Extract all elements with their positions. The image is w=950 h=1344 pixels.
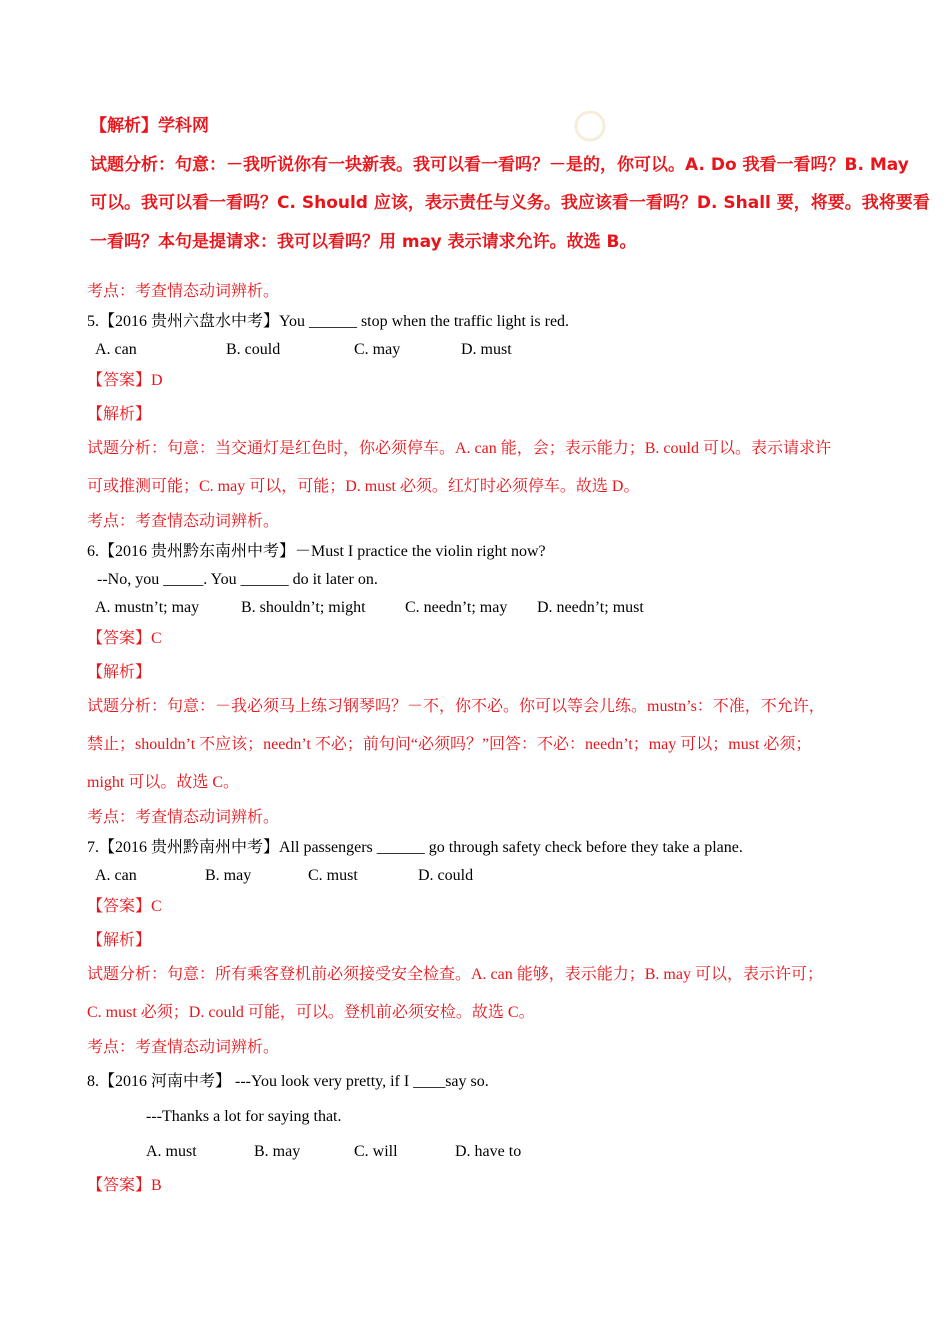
q6-analysis-line1: 试题分析：句意：－我必须马上练习钢琴吗？－不，你不必。你可以等会儿练。mustn’s：不准，不允许，	[87, 698, 825, 715]
q6-answer: 【答案】C	[87, 630, 162, 647]
q5-option-d: D. must	[461, 341, 512, 358]
q7-option-b: B. may	[205, 867, 252, 884]
q8-option-a: A. must	[146, 1143, 197, 1160]
q4-analysis-line1: 试题分析：句意：－我听说你有一块新表。我可以看一看吗？－是的，你可以。A. Do 我看一看吗？B. May	[90, 155, 909, 175]
q7-option-a: A. can	[95, 867, 137, 884]
q6-option-d: D. needn’t; must	[537, 599, 644, 616]
q8-stem2: ---Thanks a lot for saying that.	[146, 1108, 342, 1125]
q7-answer: 【答案】C	[87, 898, 162, 915]
q6-analysis-line2: 禁止；shouldn’t 不应该；needn’t 不必；前句问“必须吗？”回答：不必：needn’t；may 可以；must 必须；	[87, 736, 812, 753]
q5-option-c: C. may	[354, 341, 401, 358]
q5-analysis-line2: 可或推测可能；C. may 可以，可能；D. must 必须。红灯时必须停车。故选 D。	[87, 478, 640, 495]
q8-option-d: D. have to	[455, 1143, 522, 1160]
q5-analysis-label: 【解析】	[87, 406, 152, 423]
q4-analysis-label: 【解析】学科网	[90, 116, 209, 136]
q8-option-b: B. may	[254, 1143, 301, 1160]
q5-option-a: A. can	[95, 341, 137, 358]
q7-analysis-line2: C. must 必须；D. could 可能，可以。登机前必须安检。故选 C。	[87, 1004, 535, 1021]
q4-analysis-line2: 可以。我可以看一看吗？C. Should 应该，表示责任与义务。我应该看一看吗？D. Shall 要，将要。我将要看	[90, 193, 930, 213]
q5-analysis-line1: 试题分析：句意：当交通灯是红色时，你必须停车。A. can 能，会；表示能力；B. could 可以。表示请求许	[87, 440, 831, 457]
q6-option-c: C. needn’t; may	[405, 599, 508, 616]
q7-option-d: D. could	[418, 867, 474, 884]
q7-analysis-label: 【解析】	[87, 932, 152, 949]
q6-point: 考点：考查情态动词辨析。	[87, 809, 280, 826]
q5-option-b: B. could	[226, 341, 281, 358]
q6-option-b: B. shouldn’t; might	[241, 599, 366, 616]
q7-option-c: C. must	[308, 867, 358, 884]
watermark-logo	[560, 96, 750, 156]
q6-analysis-line3: might 可以。故选 C。	[87, 774, 240, 791]
q6-analysis-label: 【解析】	[87, 664, 152, 681]
q4-analysis-line3: 一看吗？本句是提请求：我可以看吗？用 may 表示请求允许。故选 B。	[90, 232, 637, 252]
q5-point: 考点：考查情态动词辨析。	[87, 513, 280, 530]
watermark-bulb-icon	[560, 106, 620, 146]
q4-point: 考点：考查情态动词辨析。	[87, 283, 280, 300]
q6-stem: 6.【2016 贵州黔东南州中考】－Must I practice the violin right now?	[87, 543, 546, 560]
q7-analysis-line1: 试题分析：句意：所有乘客登机前必须接受安全检查。A. can 能够，表示能力；B. may 可以，表示许可；	[87, 966, 823, 983]
q6-option-a: A. mustn’t; may	[95, 599, 200, 616]
q5-stem: 5.【2016 贵州六盘水中考】You ______ stop when the traffic light is red.	[87, 313, 570, 330]
q8-option-c: C. will	[354, 1143, 398, 1160]
q8-answer: 【答案】B	[87, 1177, 162, 1194]
q5-answer: 【答案】D	[87, 372, 163, 389]
q7-point: 考点：考查情态动词辨析。	[87, 1039, 280, 1056]
q8-stem: 8.【2016 河南中考】 ---You look very pretty, if I ____say so.	[87, 1073, 489, 1090]
q7-stem: 7.【2016 贵州黔南州中考】All passengers ______ go through safety check before they take a plane.	[87, 839, 743, 856]
q6-stem2: --No, you _____. You ______ do it later on.	[97, 571, 378, 588]
